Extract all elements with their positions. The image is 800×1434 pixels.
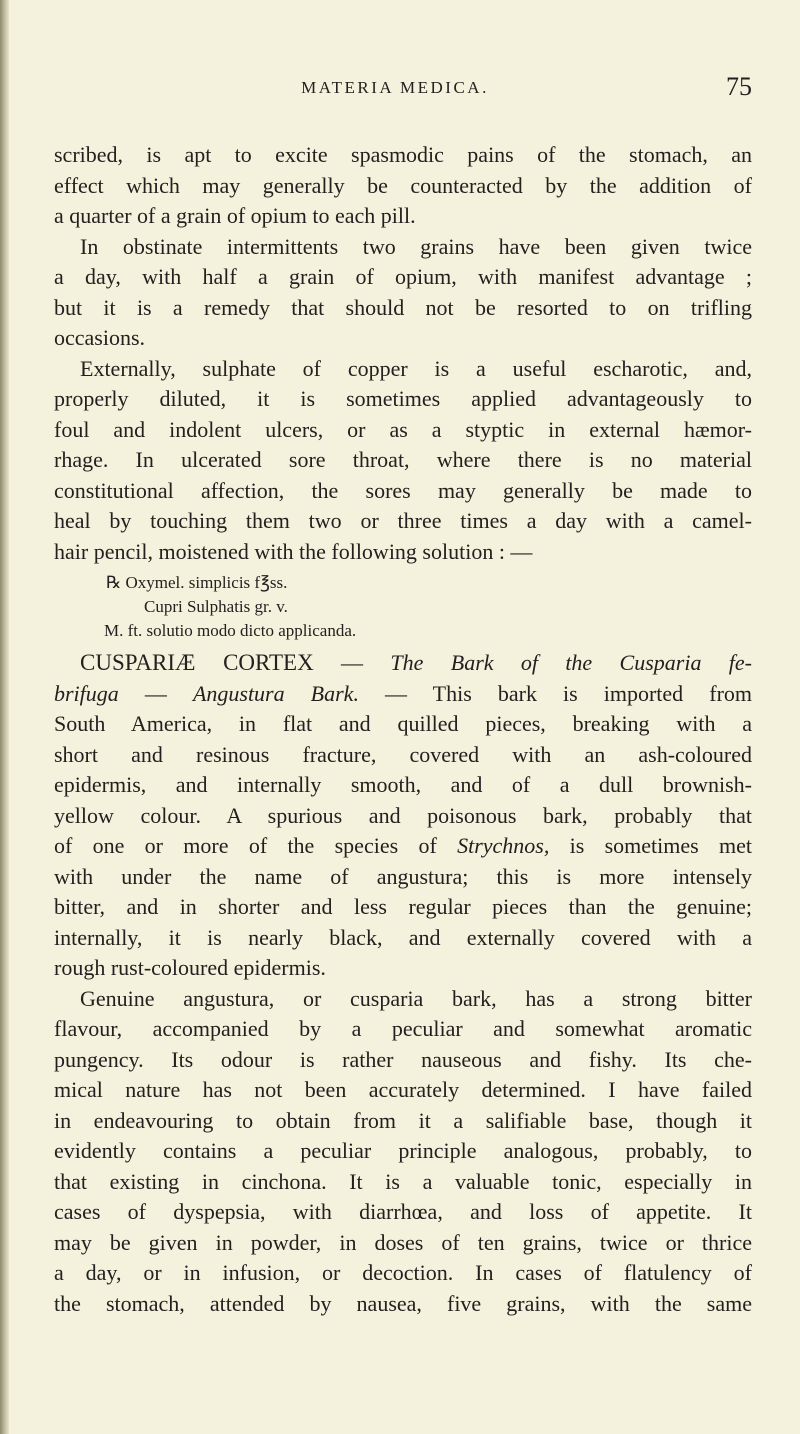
text-span: but it is a remedy that should not be resorted to on trifling xyxy=(54,294,752,320)
text-span: — xyxy=(313,650,391,675)
text-line xyxy=(54,1197,752,1227)
italic-text: Strychnos, xyxy=(457,833,550,858)
text-line xyxy=(54,709,752,739)
text-span: may be given in powder, in doses of ten grains, twice or thrice xyxy=(54,1229,752,1255)
text-span: foul and indolent ulcers, or as a styptic in external hæmor- xyxy=(54,416,752,442)
text-line xyxy=(54,201,752,231)
text-line xyxy=(54,171,752,201)
text-span: Genuine angustura, or cusparia bark, has a strong bitter xyxy=(80,985,752,1011)
text-line xyxy=(54,862,752,892)
text-span: South America, in flat and quilled pieces, breaking with a xyxy=(54,711,752,736)
text-span: a quarter of a grain of opium to each pill. xyxy=(54,203,416,228)
prescription-line: ℞ Oxymel. simplicis f℥ss. xyxy=(106,573,288,592)
italic-text: The Bark of the Cusparia fe- xyxy=(390,650,753,675)
text-line xyxy=(54,293,752,323)
text-span: cases of dyspepsia, with diarrhœa, and loss of appetite. It xyxy=(54,1199,752,1224)
text-line xyxy=(54,415,752,445)
text-line xyxy=(54,740,752,770)
text-line xyxy=(54,1075,752,1105)
text-span: flavour, accompanied by a peculiar and somewhat aromatic xyxy=(54,1016,752,1041)
italic-text: brifuga xyxy=(54,680,119,706)
text-line xyxy=(54,679,752,709)
book-spine-edge xyxy=(0,0,9,1434)
text-line xyxy=(80,984,752,1014)
text-span: evidently contains a peculiar principle analogous, probably, to xyxy=(54,1138,752,1163)
text-line xyxy=(54,323,752,353)
prescription-line: Cupri Sulphatis gr. v. xyxy=(144,597,288,616)
text-line xyxy=(54,892,752,922)
text-line xyxy=(54,770,752,800)
text-line xyxy=(80,354,752,384)
text-line xyxy=(54,537,752,567)
text-line xyxy=(80,232,752,262)
page-number: 75 xyxy=(726,72,752,101)
text-line xyxy=(54,140,752,170)
text-span: rough rust-coloured epidermis. xyxy=(54,955,326,980)
text-line xyxy=(54,923,752,953)
text-span: heal by touching them two or three times a day with a camel- xyxy=(54,508,752,533)
text-line xyxy=(54,1136,752,1166)
text-span: a day, with half a grain of opium, with manifest advantage ; xyxy=(54,264,752,289)
text-line xyxy=(54,1289,752,1319)
text-span: properly diluted, it is sometimes applied advantageously to xyxy=(54,386,752,411)
text-span: epidermis, and internally smooth, and of a dull brownish- xyxy=(54,772,752,797)
text-line xyxy=(54,1228,752,1258)
text-line xyxy=(54,1167,752,1197)
text-line xyxy=(54,1014,752,1044)
text-line xyxy=(54,801,752,831)
text-span: short and resinous fracture, covered with an ash-coloured xyxy=(54,741,752,767)
text-span: mical nature has not been accurately determined. I have failed xyxy=(54,1077,752,1102)
text-span: in endeavouring to obtain from it a salifiable base, though it xyxy=(54,1107,752,1133)
text-span: the stomach, attended by nausea, five grains, with the same xyxy=(54,1290,752,1316)
text-line xyxy=(54,262,752,292)
text-line xyxy=(54,1258,752,1288)
text-line xyxy=(54,476,752,506)
text-span: In obstinate intermittents two grains have been given twice xyxy=(80,233,752,259)
text-span: rhage. In ulcerated sore throat, where there is no material xyxy=(54,447,752,472)
text-span: — xyxy=(118,680,193,706)
text-span: scribed, is apt to excite spasmodic pains of the stomach, an xyxy=(54,142,752,167)
text-line xyxy=(54,1045,752,1075)
text-span: Externally, sulphate of copper is a useful escharotic, and, xyxy=(80,355,752,381)
text-line xyxy=(54,384,752,414)
text-span: that existing in cinchona. It is a valuable tonic, especially in xyxy=(54,1168,752,1194)
text-span: effect which may generally be counteracted by the addition of xyxy=(54,172,752,198)
text-span: with under the name of angustura; this is more intensely xyxy=(54,863,752,889)
text-line xyxy=(54,1106,752,1136)
text-span: pungency. Its odour is rather nauseous and fishy. Its che- xyxy=(54,1046,752,1072)
text-span: internally, it is nearly black, and externally covered with a xyxy=(54,924,752,950)
italic-text: Angustura Bark. xyxy=(192,680,359,706)
text-line xyxy=(80,648,752,678)
text-span: bitter, and in shorter and less regular pieces than the genuine; xyxy=(54,894,752,919)
page-header xyxy=(0,72,800,102)
text-line xyxy=(54,445,752,475)
text-span: yellow colour. A spurious and poisonous bark, probably that xyxy=(54,802,752,828)
text-span: — This bark is imported from xyxy=(358,680,753,706)
text-line xyxy=(54,831,752,861)
running-title: MATERIA MEDICA. xyxy=(301,78,489,97)
text-line xyxy=(54,506,752,536)
heading-text: CUSPARIÆ CORTEX xyxy=(80,650,314,675)
text-span: constitutional affection, the sores may generally be made to xyxy=(54,477,752,503)
text-span: hair pencil, moistened with the following solution : — xyxy=(54,538,533,564)
prescription-line: M. ft. solutio modo dicto applicanda. xyxy=(104,621,357,640)
text-span: occasions. xyxy=(54,325,146,350)
text-span: is sometimes met xyxy=(549,833,753,858)
text-span: a day, or in infusion, or decoction. In cases of flatulency of xyxy=(54,1260,752,1285)
text-span: of one or more of the species of xyxy=(54,833,458,858)
text-line xyxy=(54,953,752,983)
